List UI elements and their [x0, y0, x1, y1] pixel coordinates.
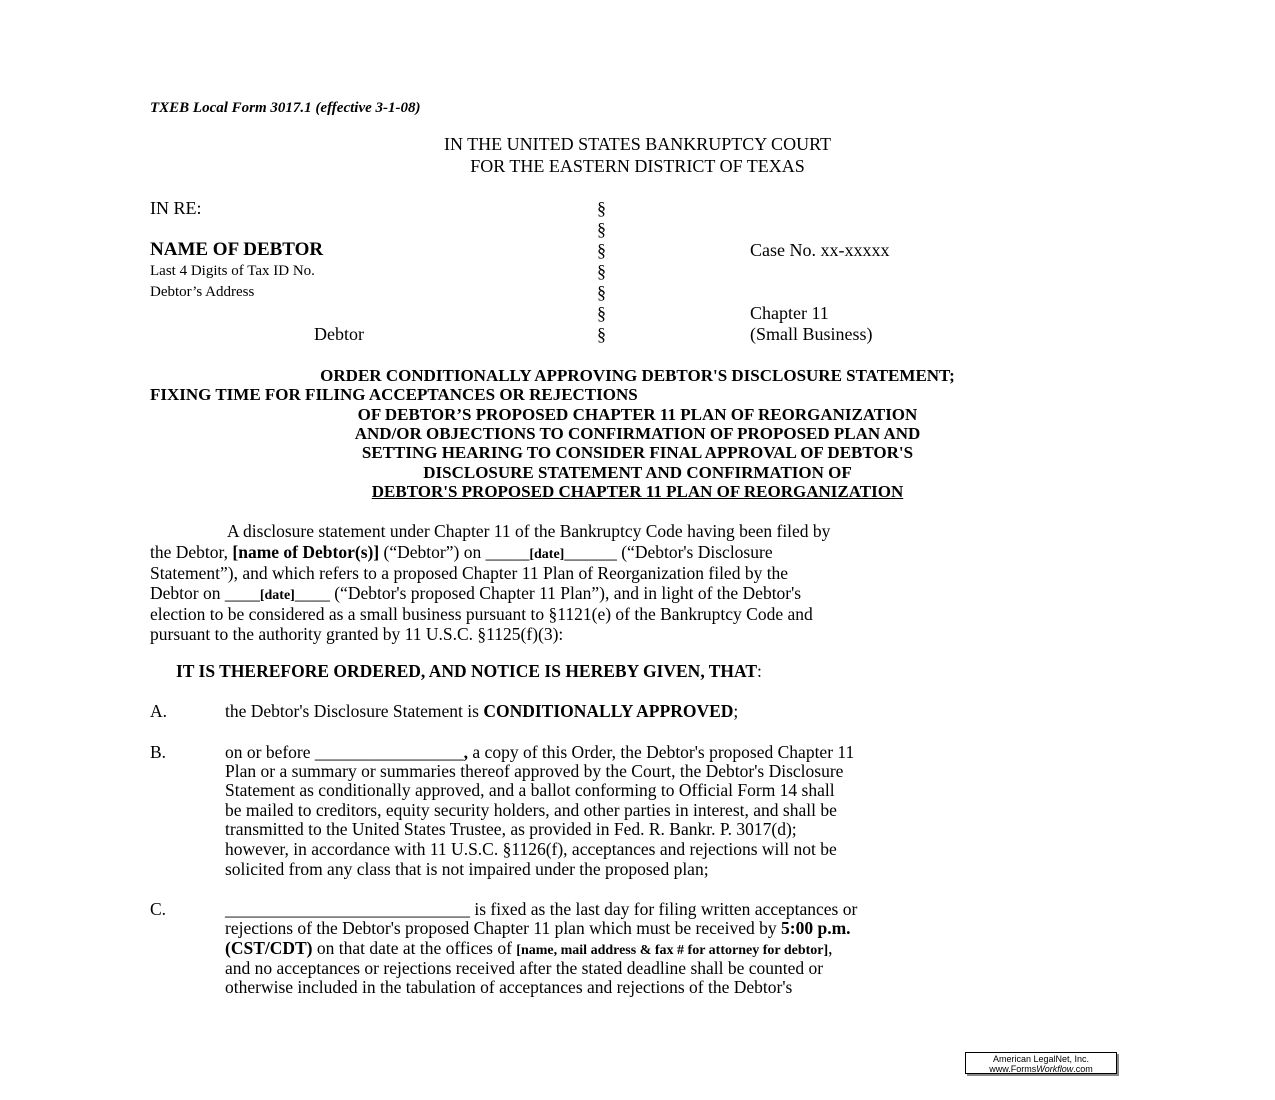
date-placeholder: [date] — [259, 588, 295, 603]
item-c-line5: otherwise included in the tabulation of acceptances and rejections of the Debtor's — [225, 977, 793, 997]
in-re-label: IN RE: — [150, 198, 202, 218]
item-c-letter: C. — [150, 899, 167, 919]
intro-line2: the Debtor, [name of Debtor(s)] (“Debtor”) on _____[date]______ (“Debtor's Disclosure — [150, 542, 773, 562]
order-title-line1: ORDER CONDITIONALLY APPROVING DEBTOR'S DISCLOSURE STATEMENT; — [320, 366, 955, 385]
section-symbol: § — [597, 324, 606, 344]
order-title-line7: DEBTOR'S PROPOSED CHAPTER 11 PLAN OF REORGANIZATION — [371, 482, 904, 501]
section-symbol: § — [597, 261, 606, 281]
item-b-line6: however, in accordance with 11 U.S.C. §1126(f), acceptances and rejections will not be — [225, 839, 837, 859]
item-c-line4: and no acceptances or rejections received after the stated deadline shall be counted or — [225, 958, 824, 978]
order-title-line4: AND/OR OBJECTIONS TO CONFIRMATION OF PROPOSED PLAN AND — [354, 424, 921, 443]
item-b-line2: Plan or a summary or summaries thereof approved by the Court, the Debtor's Disclosure — [225, 761, 844, 781]
section-symbol: § — [597, 282, 606, 302]
logo-line1: American LegalNet, Inc. — [992, 1054, 1090, 1064]
section-symbol: § — [597, 240, 606, 260]
debtor-name: NAME OF DEBTOR — [150, 239, 324, 260]
ordered-heading: IT IS THEREFORE ORDERED, AND NOTICE IS HEREBY GIVEN, THAT: — [176, 661, 762, 681]
attorney-placeholder: [name, mail address & fax # for attorney for debtor] — [516, 943, 829, 958]
order-title-line3: OF DEBTOR’S PROPOSED CHAPTER 11 PLAN OF REORGANIZATION — [357, 405, 918, 424]
tax-id-label: Last 4 Digits of Tax ID No. — [150, 263, 315, 279]
debtor-role-label: Debtor — [314, 324, 364, 344]
order-title-line2: FIXING TIME FOR FILING ACCEPTANCES OR REJECTIONS — [150, 385, 638, 404]
order-title-line6: DISCLOSURE STATEMENT AND CONFIRMATION OF — [423, 463, 852, 482]
logo-line2: www.FormsWorkflow.com — [989, 1064, 1093, 1074]
intro-line3: Statement”), and which refers to a proposed Chapter 11 Plan of Reorganization filed by the — [150, 563, 789, 583]
item-b-line1: on or before _________________, a copy of this Order, the Debtor's proposed Chapter 11 — [225, 742, 855, 762]
item-a-text: the Debtor's Disclosure Statement is CONDITIONALLY APPROVED; — [225, 701, 739, 721]
date-placeholder: [date] — [529, 547, 565, 562]
debtor-name-placeholder: [name of Debtor(s)] — [232, 542, 380, 562]
chapter-label: Chapter 11 — [750, 303, 829, 323]
case-number: Case No. xx-xxxxx — [750, 240, 890, 260]
section-symbol: § — [597, 303, 606, 323]
item-c-line2: rejections of the Debtor's proposed Chapter 11 plan which must be received by 5:00 p.m. — [225, 918, 851, 938]
item-a-letter: A. — [150, 701, 168, 721]
item-c-line1: ____________________________ is fixed as the last day for filing written acceptances or — [225, 899, 858, 919]
form-identifier: TXEB Local Form 3017.1 (effective 3-1-08) — [150, 100, 421, 116]
court-heading-line2: FOR THE EASTERN DISTRICT OF TEXAS — [470, 156, 805, 176]
section-symbol: § — [597, 219, 606, 239]
section-symbol: § — [597, 198, 606, 218]
order-title-line5: SETTING HEARING TO CONSIDER FINAL APPROVAL OF DEBTOR'S — [361, 443, 914, 462]
debtor-address-label: Debtor’s Address — [150, 284, 255, 300]
small-business-label: (Small Business) — [750, 324, 873, 344]
item-b-line5: transmitted to the United States Trustee, as provided in Fed. R. Bankr. P. 3017(d); — [225, 819, 797, 839]
intro-line6: pursuant to the authority granted by 11 U.S.C. §1125(f)(3): — [150, 624, 564, 644]
item-c-line3: (CST/CDT) on that date at the offices of [name, mail address & fax # for attorney for debtor], — [225, 938, 833, 958]
item-b-line3: Statement as conditionally approved, and a ballot conforming to Official Form 14 shall — [225, 780, 835, 800]
item-b-line4: be mailed to creditors, equity security holders, and other parties in interest, and shall be — [225, 800, 837, 820]
court-heading-line1: IN THE UNITED STATES BANKRUPTCY COURT — [444, 134, 831, 154]
intro-line5: election to be considered as a small business pursuant to §1121(e) of the Bankruptcy Code and — [150, 604, 813, 624]
intro-line4: Debtor on ____[date]____ (“Debtor's proposed Chapter 11 Plan”), and in light of the Debtor's — [150, 583, 802, 603]
intro-line1: A disclosure statement under Chapter 11 of the Bankruptcy Code having been filed by — [227, 521, 831, 541]
item-b-line7: solicited from any class that is not impaired under the proposed plan; — [225, 859, 709, 879]
american-legalnet-logo — [965, 1052, 1117, 1074]
item-b-letter: B. — [150, 742, 167, 762]
